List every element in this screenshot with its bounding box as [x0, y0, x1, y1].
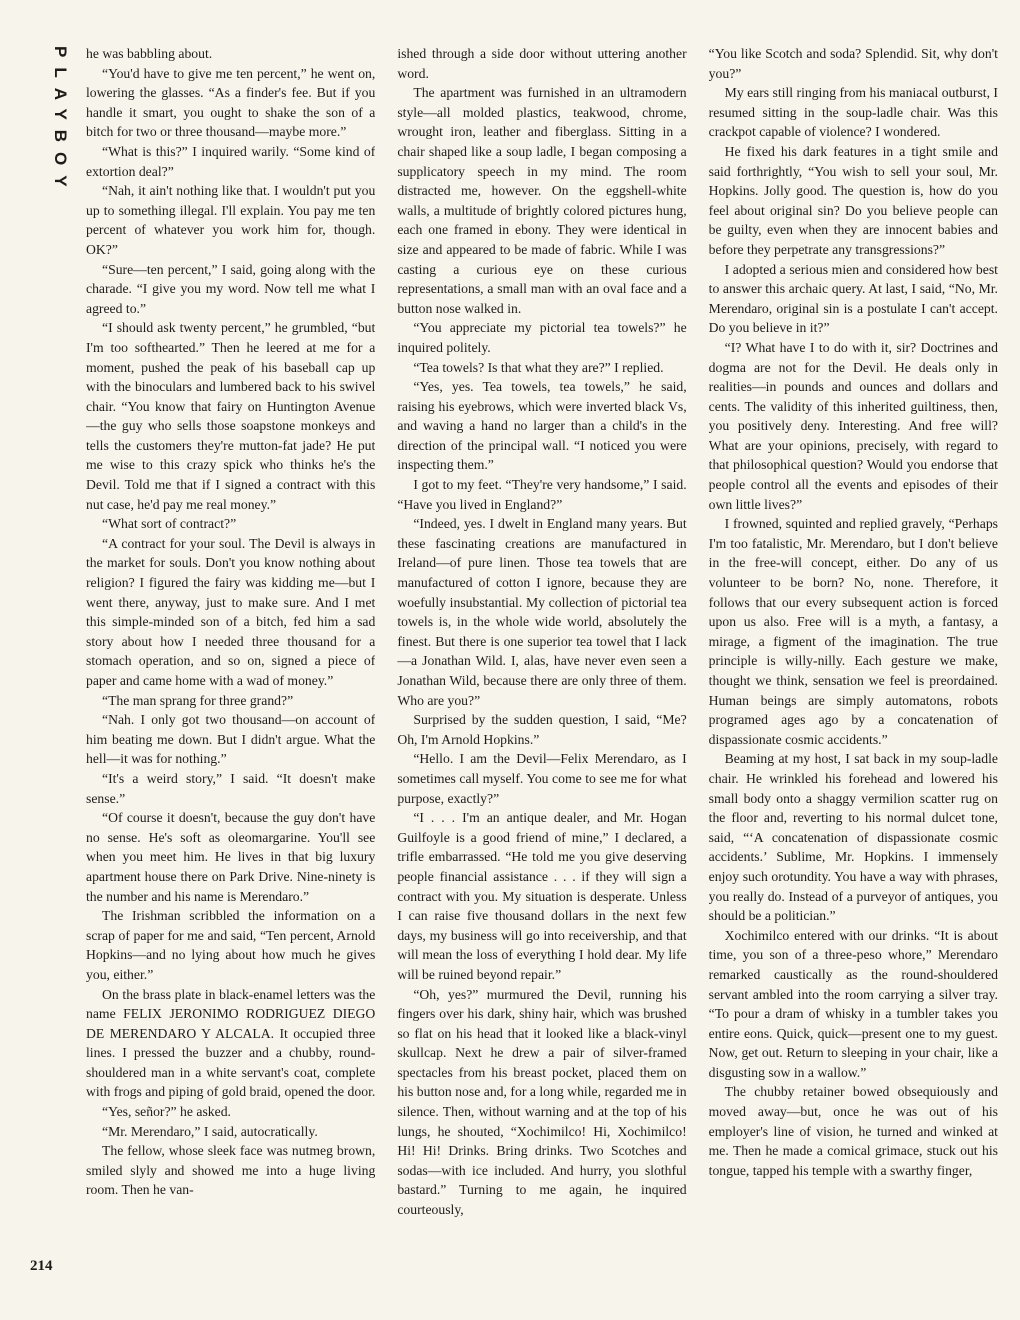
paragraph: “Hello. I am the Devil—Felix Merendaro, as I sometimes call myself. You come to see me for what purpose, exactly?”: [397, 751, 687, 806]
paragraph: “The man sprang for three grand?”: [102, 692, 294, 708]
paragraph: “I should ask twenty percent,” he grumbled, “but I'm too softhearted.” Then he leered at me for a moment, pushed the peak of his baseball cap up with the binoculars and lumbered back to his swivel chair. “You know that fairy on Huntington Avenue—the guy who sells those soapstone monkeys and tells the customers they're mutton-fat jade? He put me wise to this crazy spick who thinks he's the Devil. Told me that if I signed a contract with this nut case, he'd pay me real money.”: [86, 320, 376, 512]
paragraph: My ears still ringing from his maniacal outburst, I resumed sitting in the soup-ladle chair. Was this crackpot capable of violence? I wondered.: [708, 85, 998, 140]
paragraph: The apartment was furnished in an ultramodern style—all molded plastics, teakwood, chrome, wrought iron, leather and fiberglass. Sitting in a chair shaped like a soup ladle, I began composing a supplicatory speech in my mind. The room distracted me, however. On the eggshell-white walls, a multitude of brightly colored pictures hung, each one framed in ebony. They were identical in size and appeared to be made of fabric. While I was casting a curious eye on these curious representations, a small man with an oval face and a button nose walked in.: [397, 85, 687, 316]
paragraph: The chubby retainer bowed obsequiously and moved away—but, once he was out of his employer's line of vision, he turned and winked at me. Then he made a comical grimace, stuck out his tongue, tapped his temple with a swarthy finger,: [708, 1084, 998, 1178]
paragraph: “Yes, señor?” he asked.: [102, 1104, 231, 1120]
paragraph: I frowned, squinted and replied gravely, “Perhaps I'm too fatalistic, Mr. Merendaro, but I don't believe in the free-will concept, either. Do any of us volunteer to be born? No, none. Therefore, it follows that our every subsequent action is forced upon us also. Free will is a myth, a fantasy, a mirage, a figment of the imagination. The true principle is willy-nilly. Each gesture we make, thought we think, sensation we feel is preordained. Human beings are simply automatons, robots programed ages ago by a concatenation of dispassionate cosmic accidents.”: [708, 516, 998, 747]
paragraph: “What sort of contract?”: [102, 516, 237, 532]
masthead-text: PLAYBOY: [51, 46, 70, 197]
paragraph: “Nah, it ain't nothing like that. I wouldn't put you up to something illegal. I'll explain. You pay me ten percent of whatever you work him for, though. OK?”: [86, 183, 376, 257]
paragraph: “I . . . I'm an antique dealer, and Mr. Hogan Guilfoyle is a good friend of mine,” I declared, a trifle embarrassed. “He told me you give deserving people financial assistance . . . if they will sign a contract with you. My situation is desperate. Unless I can raise five thousand dollars in the next few days, my business will go into receivership, and that will mean the loss of everything I hold dear. My life will be ruined beyond repair.”: [397, 810, 687, 982]
paragraph: He fixed his dark features in a tight smile and said forthrightly, “You wish to sell your soul, Mr. Hopkins. Jolly good. The question is, how do you feel about original sin? Do you believe people can be guilty, even when they are innocent babies and before they perpetrate any transgressions?”: [708, 143, 998, 257]
column-2: [397, 44, 686, 1290]
paragraph: “You like Scotch and soda? Splendid. Sit, why don't you?”: [708, 46, 998, 81]
paragraph: “Tea towels? Is that what they are?” I replied.: [413, 359, 664, 375]
page-number: 214: [30, 1258, 53, 1274]
paragraph: “You'd have to give me ten percent,” he went on, lowering the glasses. “As a finder's fee. But if you handle it smart, you ought to shake the son of a bitch for two or three thousand—maybe more.”: [86, 65, 376, 140]
paragraph: “What is this?” I inquired warily. “Some kind of extortion deal?”: [86, 143, 376, 179]
paragraph: On the brass plate in black-enamel letters was the name FELIX JERONIMO RODRIGUEZ DIEGO DE MERENDARO Y ALCALA. It occupied three lines. I pressed the buzzer and a chubby, round-shouldered man in a white servant's coat, complete with frogs and piping of gold braid, opened the door.: [86, 986, 376, 1100]
column-3: [709, 44, 998, 1290]
masthead: [44, 46, 74, 366]
paragraph: Beaming at my host, I sat back in my soup-ladle chair. He wrinkled his forehead and lowered his small body onto a shaggy vermilion scatter rug on the floor and, reverting to his normal dulcet tone, said, “‘A concatenation of dispassionate cosmic accidents.’ Sublime, Mr. Hopkins. I immensely enjoy such orotundity. You have a way with phrases, you really do. Instead of a purveyor of antiques, you should be a politician.”: [708, 751, 998, 924]
paragraph: Xochimilco entered with our drinks. “It is about time, you son of a three-peso whore,” Merendaro remarked caustically as the round-shouldered servant ambled into the room carrying a silver tray. “To pour a dram of whisky in a tumbler takes you entire eons. Quick, quick—present one to my guest. Now, get out. Return to sleeping in your chair, like a disgusting sow in a wallow.”: [708, 927, 998, 1080]
paragraph: Surprised by the sudden question, I said, “Me? Oh, I'm Arnold Hopkins.”: [397, 712, 687, 747]
paragraph: “Yes, yes. Tea towels, tea towels,” he said, raising his eyebrows, which were inverted black Vs, and waving a hand no larger than a child's in the direction of the principal wall. “I noticed you were inspecting them.”: [397, 379, 687, 473]
paragraph: I got to my feet. “They're very handsome,” I said. “Have you lived in England?”: [397, 477, 687, 512]
paragraph: ished through a side door without uttering another word.: [397, 46, 687, 81]
paragraph: “A contract for your soul. The Devil is always in the market for souls. Don't you know nothing about religion? I figured the fairy was kidding me—but I went there, anyway, just to make sure. And I met this simple-minded son of a bitch, fed him a sad story about how I needed three thousand for a stomach operation, and so on, signed a piece of paper and came home with a wad of money.”: [86, 535, 376, 688]
paragraph: “I? What have I to do with it, sir? Doctrines and dogma are not for the Devil. He deals only in realities—in pounds and ounces and dollars and cents. The validity of this inherited guiltiness, then, you positively deny. Interesting. And free will? What are your opinions, precisely, with regard to that philosophical question? Would you endorse that people control all the events and episodes of their own little lives?”: [708, 339, 998, 512]
paragraph: he was babbling about.: [86, 46, 213, 61]
paragraph: “Of course it doesn't, because the guy don't have no sense. He's soft as oleomargarine. You'll see when you meet him. He lives in that big luxury apartment house there on Park Drive. Nine-ninety is the number and his name is Merendaro.”: [86, 810, 376, 904]
paragraph: The fellow, whose sleek face was nutmeg brown, smiled slyly and showed me into a huge living room. Then he van-: [86, 1143, 376, 1198]
paragraph: “You appreciate my pictorial tea towels?” he inquired politely.: [397, 320, 687, 355]
paragraph: “It's a weird story,” I said. “It doesn't make sense.”: [86, 770, 376, 806]
paragraph: “Sure—ten percent,” I said, going along with the charade. “I give you my word. Now tell me what I agreed to.”: [86, 261, 376, 316]
paragraph: “Oh, yes?” murmured the Devil, running his fingers over his dark, shiny hair, which was brushed so flat on his head that it looked like a black-vinyl skullcap. Next he drew a pair of silver-framed spectacles from his breast pocket, placed them on his button nose and, for a long while, regarded me in silence. Then, without warning and at the top of his lungs, he shouted, “Xochimilco! Hi, Xochimilco! Hi! Hi! Drinks. Bring drinks. Two Scotches and sodas—with ice included. And hurry, you slothful bastard.” Turning to me again, he inquired courteously,: [397, 986, 687, 1218]
paragraph: “Indeed, yes. I dwelt in England many years. But these fascinating creations are manufactured in Ireland—of pure linen. Those tea towels that are manufactured of cotton I ignore, because they are woefully insubstantial. My collection of pictorial tea towels is, in the whole wide world, absolutely the finest. But there is one superior tea towel that I lack—a Jonathan Wild. I, alas, have never even seen a Jonathan Wild, because there are only three of them. Who are you?”: [397, 516, 687, 708]
paragraph: The Irishman scribbled the information on a scrap of paper for me and said, “Ten percent, Arnold Hopkins—and no lying about how much he gives you, either.”: [86, 908, 376, 982]
paragraph: “Nah. I only got two thousand—on account of him beating me down. But I didn't argue. What the hell—it was for nothing.”: [86, 712, 376, 767]
paragraph: “Mr. Merendaro,” I said, autocratically.: [102, 1123, 318, 1139]
article-body: [86, 44, 998, 1290]
column-1: [86, 44, 375, 1290]
paragraph: I adopted a serious mien and considered how best to answer this archaic query. At last, I said, “No, Mr. Merendaro, original sin is a postulate I can't accept. Do you believe in it?”: [708, 261, 998, 336]
